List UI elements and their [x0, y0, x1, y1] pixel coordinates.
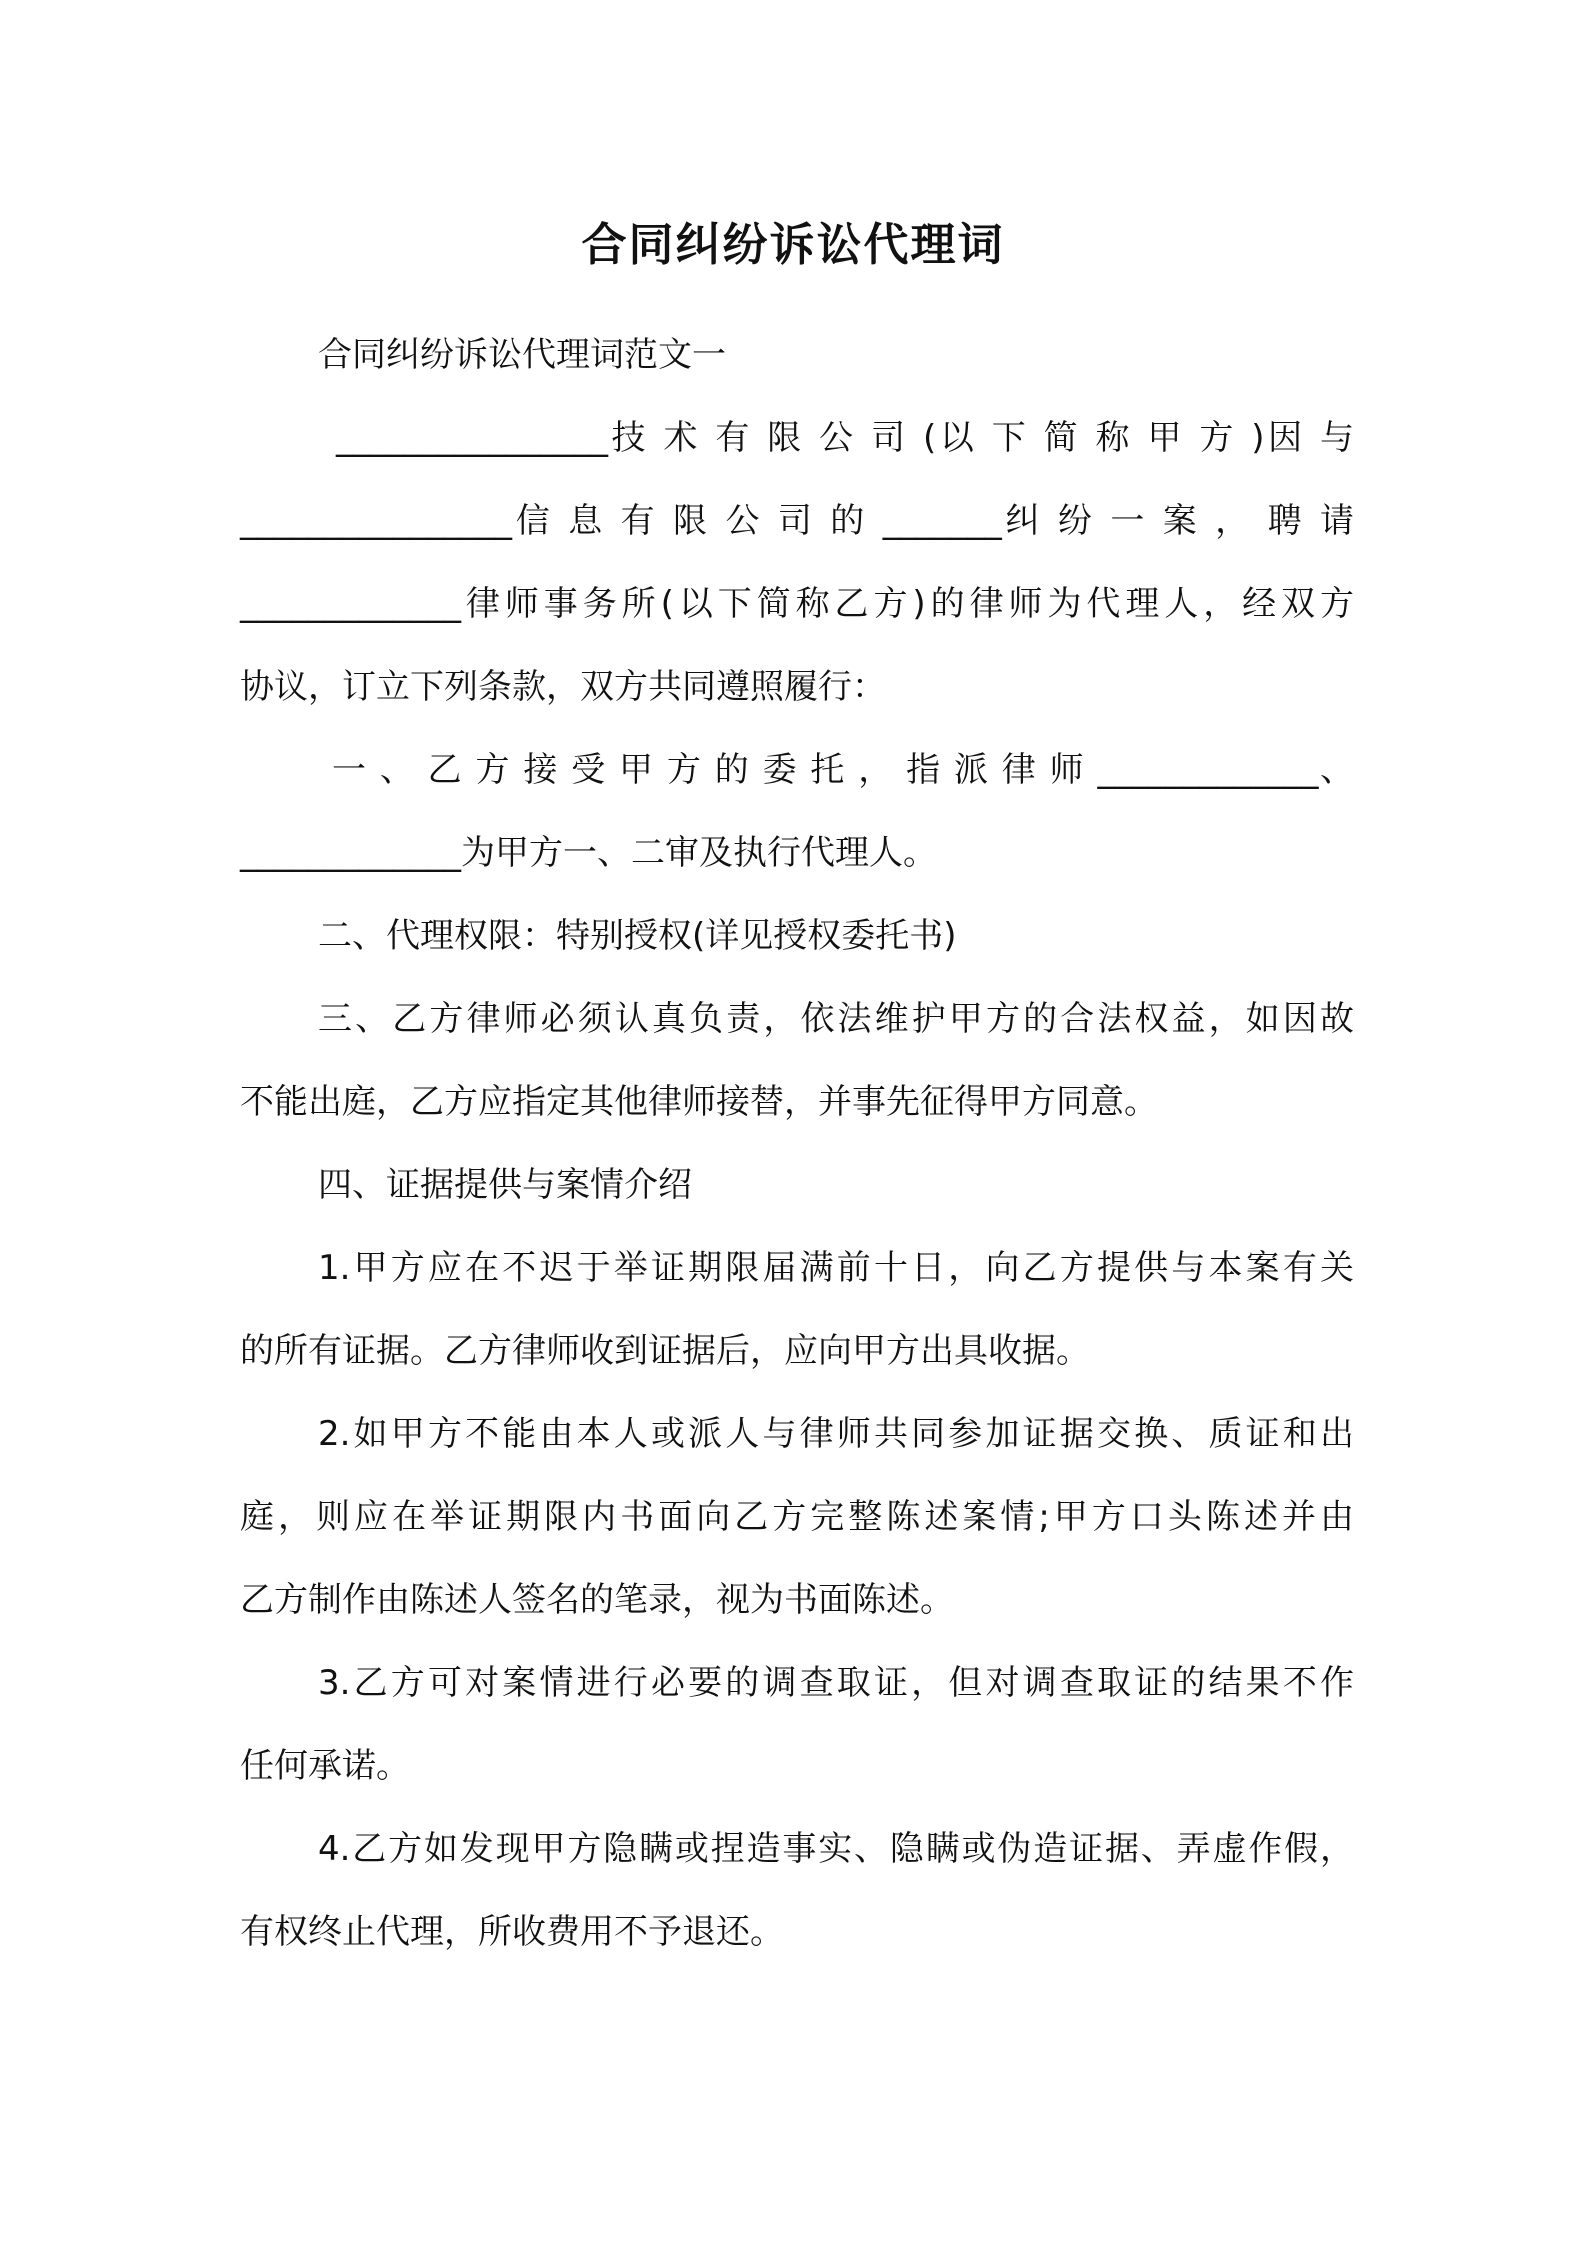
clause-line: 的所有证据。乙方律师收到证据后，应向甲方出具收据。 — [240, 1331, 1090, 1371]
clause-line: 任何承诺。 — [240, 1746, 410, 1786]
paragraph-line: ________________技 术 有 限 公 司 (以 下 简 称 甲 方 )因 与 — [336, 418, 1354, 458]
clause-line: 4.乙方如发现甲方隐瞒或捏造事实、隐瞒或伪造证据、弄虚作假， — [318, 1829, 1354, 1869]
paragraph-line: ________________信 息 有 限 公 司 的 _______纠 纷 一 案 ， 聘 请 — [240, 501, 1354, 541]
clause-line: 三、乙方律师必须认真负责，依法维护甲方的合法权益，如因故 — [318, 999, 1354, 1039]
clause-line: 2.如甲方不能由本人或派人与律师共同参加证据交换、质证和出 — [318, 1414, 1354, 1454]
clause-line: _____________为甲方一、二审及执行代理人。 — [240, 833, 937, 873]
paragraph-line: 协议，订立下列条款，双方共同遵照履行： — [240, 667, 886, 707]
clause-line: 乙方制作由陈述人签名的笔录，视为书面陈述。 — [240, 1580, 954, 1620]
clause-line: 庭，则应在举证期限内书面向乙方完整陈述案情;甲方口头陈述并由 — [240, 1497, 1354, 1537]
subtitle-line: 合同纠纷诉讼代理词范文一 — [318, 335, 726, 375]
clause-line: 有权终止代理，所收费用不予退还。 — [240, 1912, 784, 1952]
document-title: 合同纠纷诉讼代理词 — [581, 218, 1005, 271]
clause-line: 一 、 乙 方 接 受 甲 方 的 委 托 ， 指 派 律 师 _____________、 — [332, 750, 1354, 790]
clause-line: 二、代理权限：特别授权(详见授权委托书) — [318, 916, 957, 956]
section-heading: 四、证据提供与案情介绍 — [318, 1165, 692, 1205]
clause-line: 不能出庭，乙方应指定其他律师接替，并事先征得甲方同意。 — [240, 1082, 1158, 1122]
clause-line: 1.甲方应在不迟于举证期限届满前十日，向乙方提供与本案有关 — [318, 1248, 1354, 1288]
paragraph-line: _____________律师事务所(以下简称乙方)的律师为代理人，经双方 — [240, 584, 1354, 624]
clause-line: 3.乙方可对案情进行必要的调查取证，但对调查取证的结果不作 — [318, 1663, 1354, 1703]
